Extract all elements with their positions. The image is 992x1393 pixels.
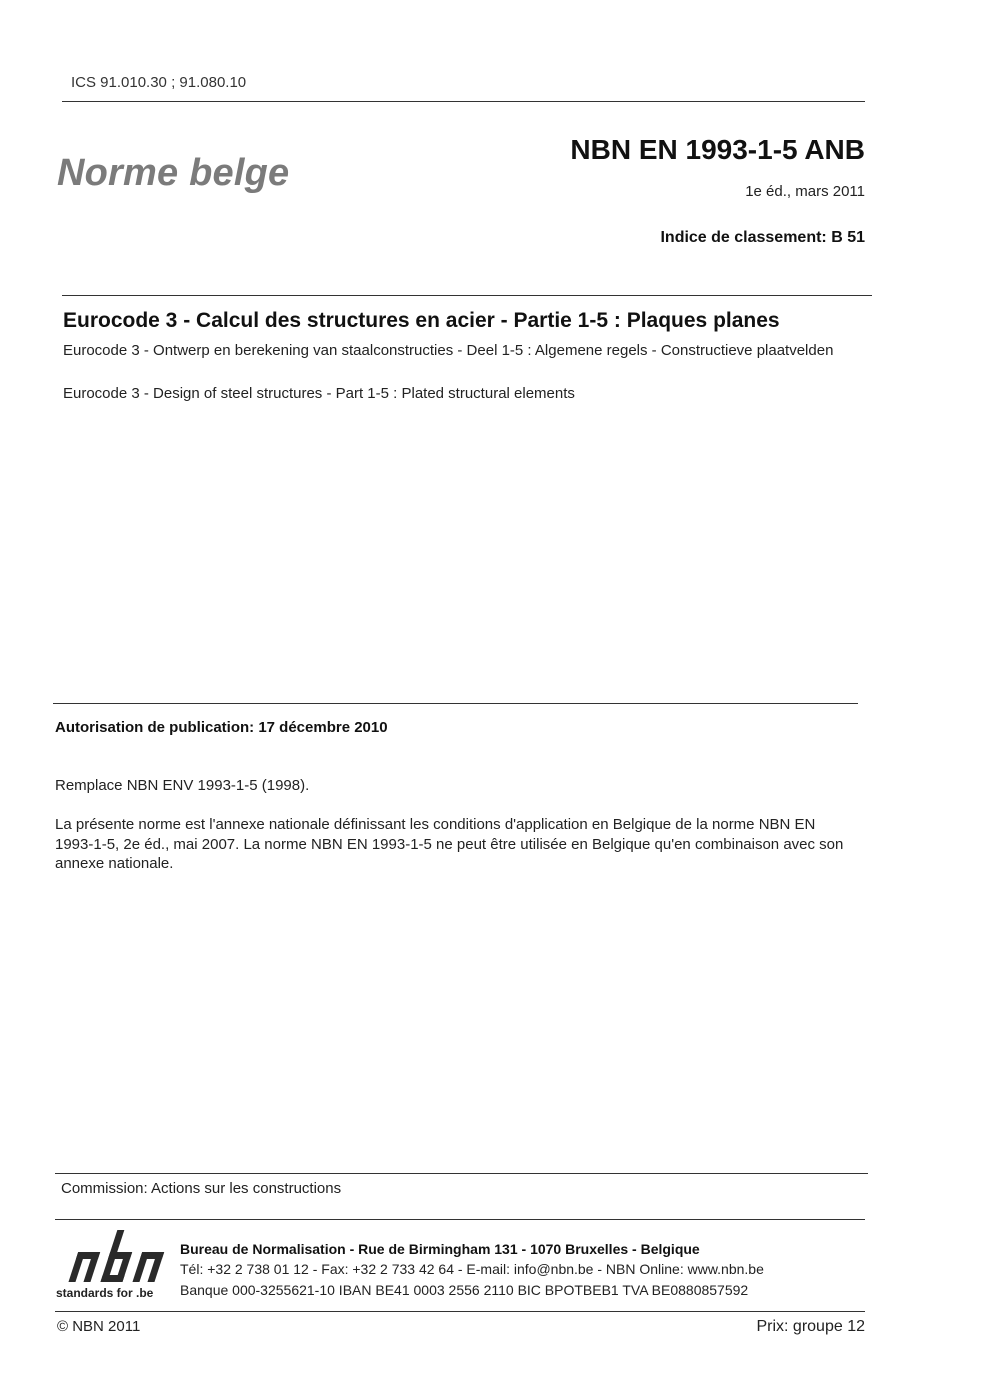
body-divider bbox=[53, 703, 858, 704]
title-english: Eurocode 3 - Design of steel structures - Part 1-5 : Plated structural elements bbox=[63, 385, 575, 402]
title-french: Eurocode 3 - Calcul des structures en acier - Partie 1-5 : Plaques planes bbox=[63, 309, 780, 332]
logo-tagline: standards for .be bbox=[56, 1286, 154, 1300]
commission-divider-top bbox=[55, 1173, 868, 1174]
contact-info: Tél: +32 2 738 01 12 - Fax: +32 2 733 42 64 - E-mail: info@nbn.be - NBN Online: www.nbn.be bbox=[180, 1261, 764, 1277]
bureau-address: Bureau de Normalisation - Rue de Birmingham 131 - 1070 Bruxelles - Belgique bbox=[180, 1241, 700, 1257]
title-dutch: Eurocode 3 - Ontwerp en berekening van staalconstructies - Deel 1-5 : Algemene regels - Constructieve plaatvelden bbox=[63, 342, 834, 359]
title-divider bbox=[62, 295, 872, 296]
footer-divider bbox=[55, 1311, 865, 1312]
standard-number: NBN EN 1993-1-5 ANB bbox=[570, 134, 865, 165]
commission-label: Commission: Actions sur les constructions bbox=[61, 1180, 342, 1197]
bank-info: Banque 000-3255621-10 IBAN BE41 0003 2556 2110 BIC BPOTBEB1 TVA BE0880857592 bbox=[180, 1282, 749, 1298]
header-divider bbox=[62, 101, 865, 102]
commission-divider-bottom bbox=[55, 1219, 865, 1220]
copyright: © NBN 2011 bbox=[57, 1318, 141, 1335]
price-group: Prix: groupe 12 bbox=[756, 1318, 865, 1335]
classification-index: Indice de classement: B 51 bbox=[660, 229, 865, 246]
publication-authorization: Autorisation de publication: 17 décembre 2010 bbox=[55, 719, 388, 736]
ics-codes: ICS 91.010.30 ; 91.080.10 bbox=[71, 74, 247, 91]
replaces-note: Remplace NBN ENV 1993-1-5 (1998). bbox=[55, 777, 310, 794]
norme-belge-heading: Norme belge bbox=[57, 152, 290, 194]
scope-paragraph: La présente norme est l'annexe nationale définissant les conditions d'application en Belgique de la norme NBN EN 1993-1-5, 2e éd., mai 2007. La norme NBN EN 1993-1-5 ne peut être utilisée en Belgique qu'en combinaison avec son annexe nationale. bbox=[55, 816, 844, 872]
edition-date: 1e éd., mars 2011 bbox=[745, 183, 865, 200]
